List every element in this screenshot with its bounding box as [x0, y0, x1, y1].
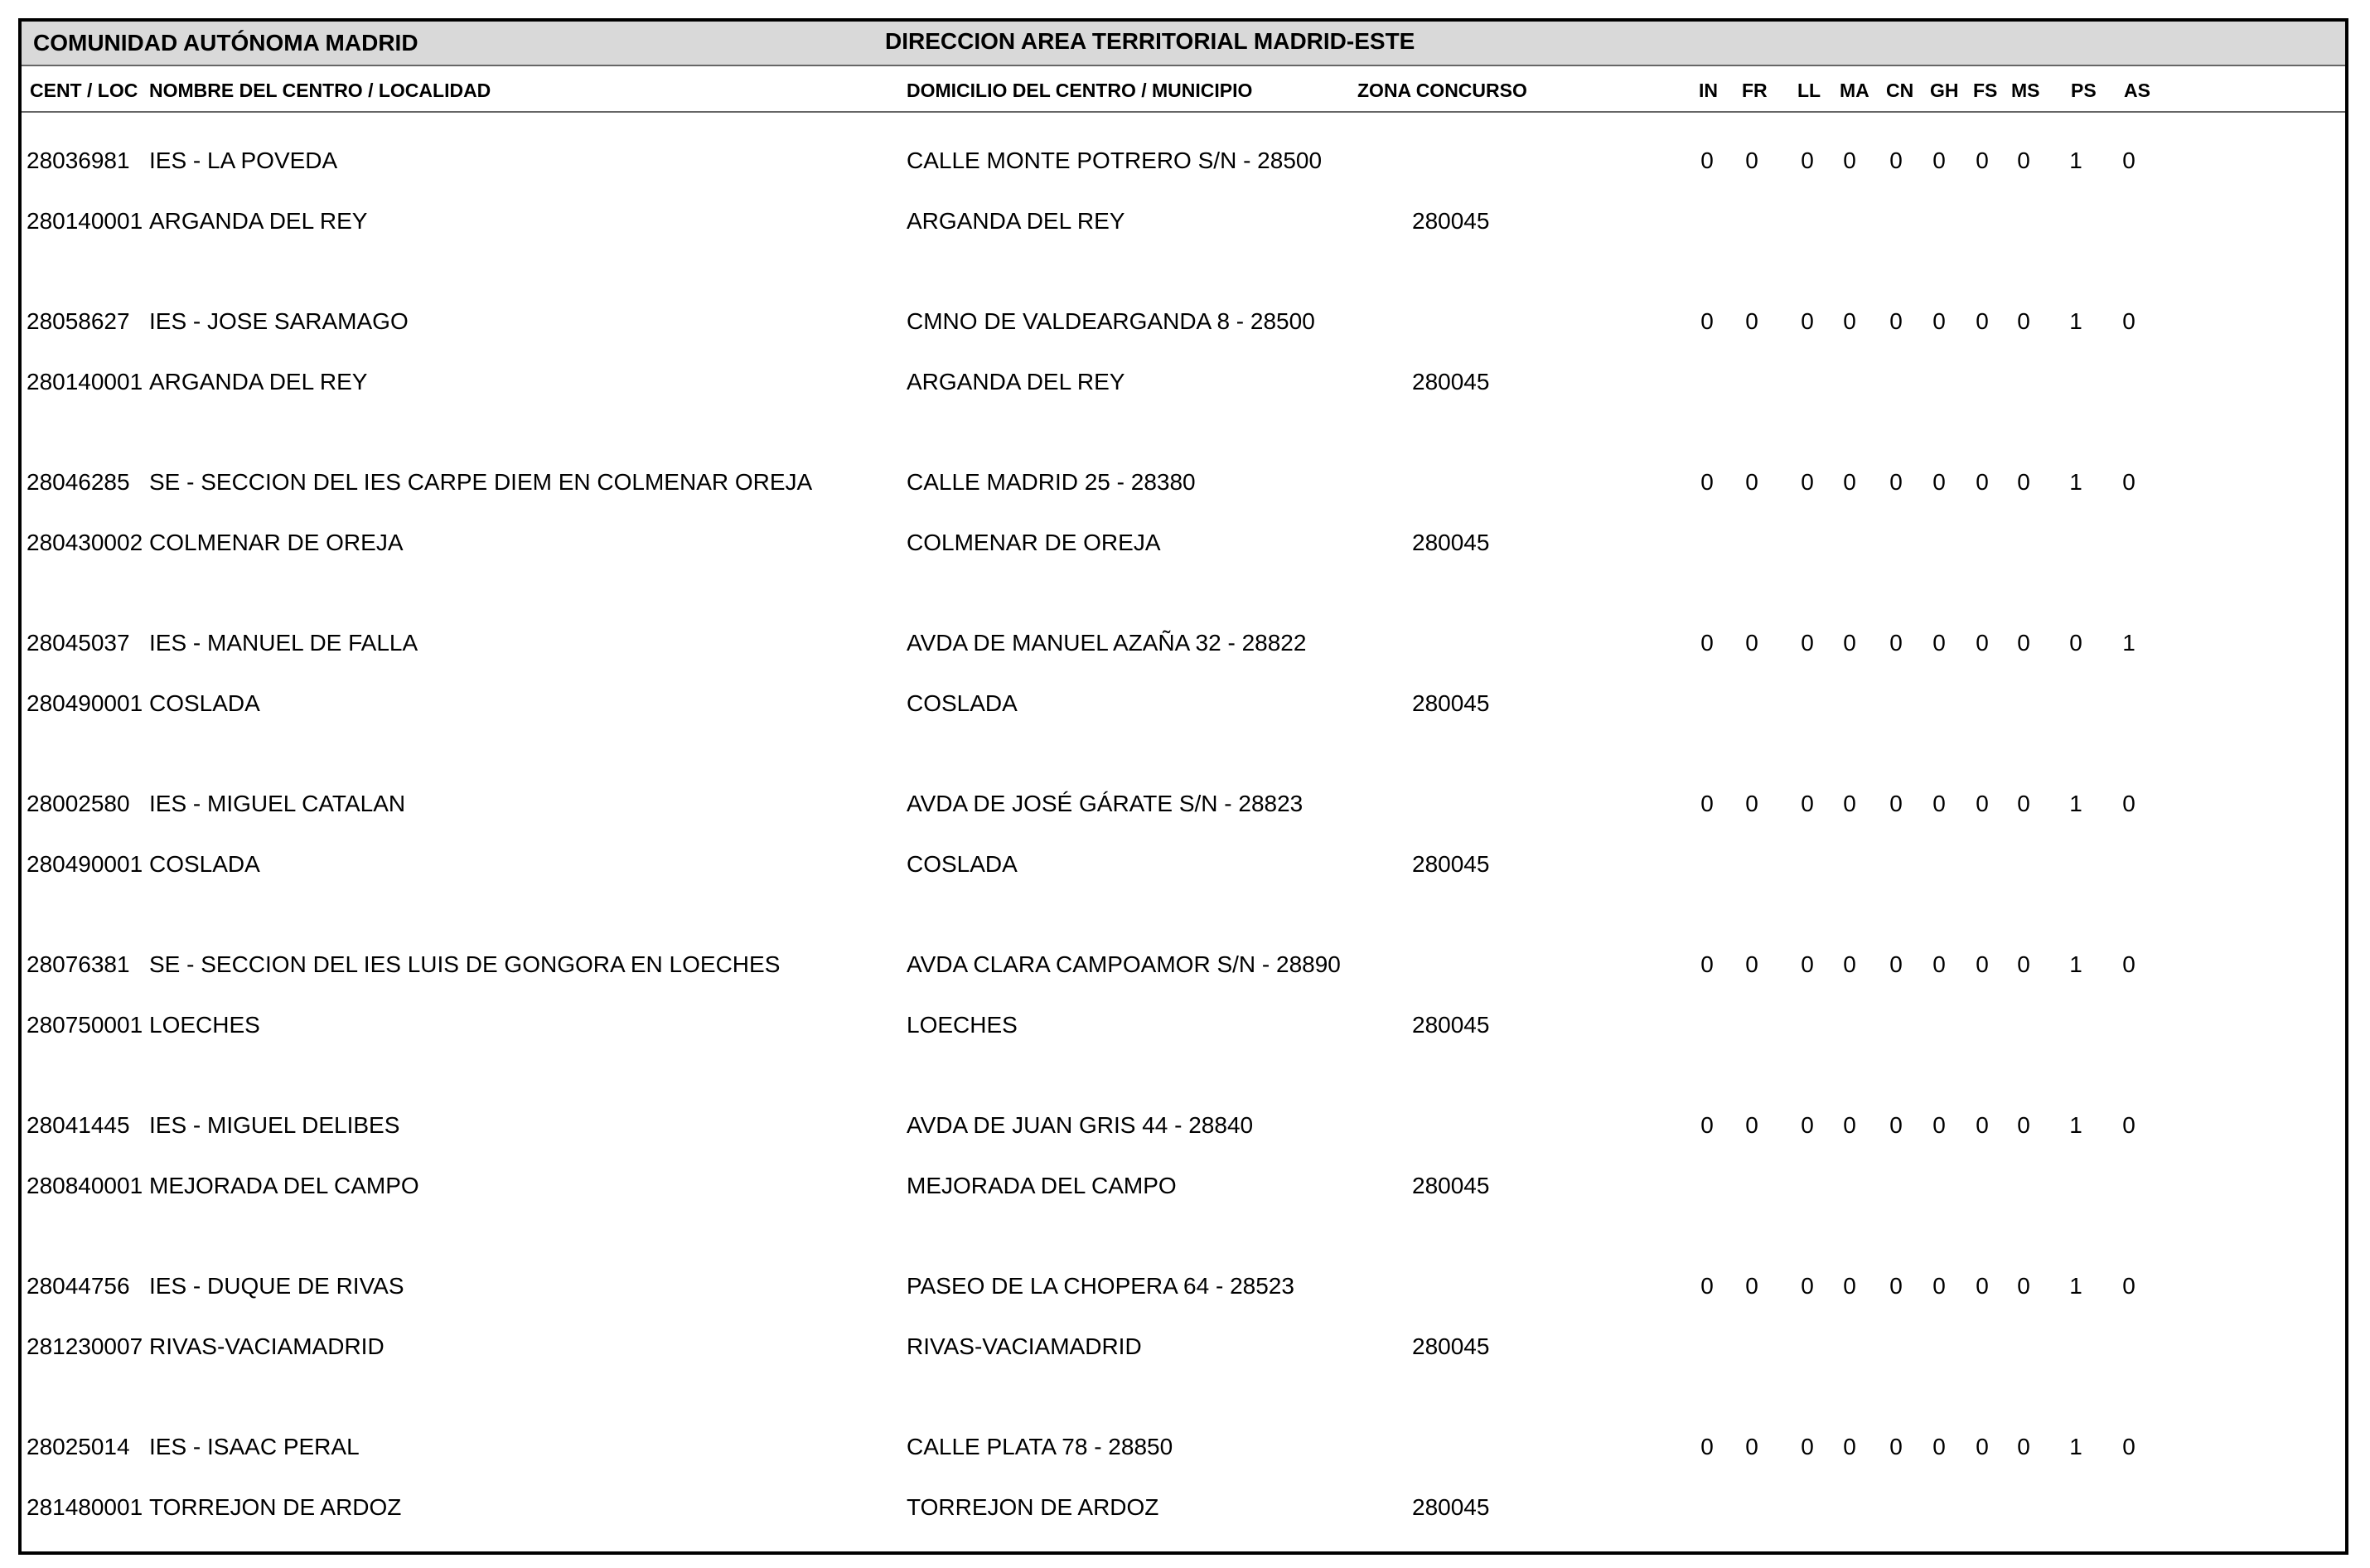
- value-ms: 0: [2017, 630, 2030, 656]
- col-cent-loc: CENT / LOC: [30, 80, 138, 101]
- centro-code: 28044756: [27, 1273, 130, 1299]
- zona-concurso: 280045: [1412, 530, 1490, 555]
- value-as: 0: [2122, 791, 2135, 816]
- value-ps: 1: [2069, 469, 2082, 495]
- value-ms: 0: [2017, 308, 2030, 334]
- centro-code: 28045037: [27, 630, 130, 656]
- column-header-row: [22, 66, 2345, 113]
- centro-name: IES - MIGUEL CATALAN: [149, 791, 406, 816]
- table-row: [22, 113, 2345, 273]
- centro-code: 28036981: [27, 148, 130, 173]
- table-row: [22, 595, 2345, 756]
- zona-concurso: 280045: [1412, 851, 1490, 877]
- value-ll: 0: [1801, 1273, 1814, 1299]
- centro-code: 28002580: [27, 791, 130, 816]
- centro-address: AVDA DE JUAN GRIS 44 - 28840: [907, 1112, 1254, 1138]
- zona-concurso: 280045: [1412, 1173, 1490, 1198]
- table-row: [22, 434, 2345, 595]
- localidad-code: 281230007: [27, 1333, 143, 1359]
- value-fr: 0: [1745, 148, 1758, 173]
- zona-concurso: 280045: [1412, 1494, 1490, 1520]
- col-domicilio: DOMICILIO DEL CENTRO / MUNICIPIO: [907, 80, 1253, 101]
- value-ll: 0: [1801, 1112, 1814, 1138]
- centro-name: IES - MANUEL DE FALLA: [149, 630, 418, 656]
- value-as: 0: [2122, 1273, 2135, 1299]
- value-fr: 0: [1745, 469, 1758, 495]
- value-ma: 0: [1843, 951, 1856, 977]
- localidad-code: 280750001: [27, 1012, 143, 1038]
- value-ms: 0: [2017, 791, 2030, 816]
- value-gh: 0: [1932, 308, 1946, 334]
- value-gh: 0: [1932, 951, 1946, 977]
- value-fr: 0: [1745, 1112, 1758, 1138]
- value-cn: 0: [1889, 1434, 1903, 1459]
- records-list: [22, 113, 2345, 1560]
- localidad-name: COSLADA: [149, 690, 260, 716]
- value-ps: 1: [2069, 1112, 2082, 1138]
- value-ma: 0: [1843, 1434, 1856, 1459]
- value-gh: 0: [1932, 1112, 1946, 1138]
- value-in: 0: [1700, 308, 1714, 334]
- centro-name: IES - JOSE SARAMAGO: [149, 308, 409, 334]
- value-ms: 0: [2017, 951, 2030, 977]
- zona-concurso: 280045: [1412, 690, 1490, 716]
- value-gh: 0: [1932, 469, 1946, 495]
- localidad-name: COSLADA: [149, 851, 260, 877]
- zona-concurso: 280045: [1412, 369, 1490, 394]
- localidad-code: 280490001: [27, 690, 143, 716]
- localidad-code: 280490001: [27, 851, 143, 877]
- value-gh: 0: [1932, 630, 1946, 656]
- centro-name: IES - DUQUE DE RIVAS: [149, 1273, 404, 1299]
- value-fs: 0: [1976, 308, 1989, 334]
- centro-address: CALLE MONTE POTRERO S/N - 28500: [907, 148, 1323, 173]
- value-ms: 0: [2017, 1434, 2030, 1459]
- localidad-name: ARGANDA DEL REY: [149, 369, 368, 394]
- value-fr: 0: [1745, 1434, 1758, 1459]
- municipio-name: MEJORADA DEL CAMPO: [907, 1173, 1177, 1198]
- value-ms: 0: [2017, 469, 2030, 495]
- value-ps: 1: [2069, 951, 2082, 977]
- value-cn: 0: [1889, 469, 1903, 495]
- value-ms: 0: [2017, 148, 2030, 173]
- municipio-name: COSLADA: [907, 851, 1018, 877]
- col-code-as: AS: [2124, 80, 2150, 101]
- municipio-name: ARGANDA DEL REY: [907, 369, 1125, 394]
- value-as: 0: [2122, 1112, 2135, 1138]
- value-in: 0: [1700, 1112, 1714, 1138]
- table-row: [22, 1399, 2345, 1560]
- centro-address: AVDA CLARA CAMPOAMOR S/N - 28890: [907, 951, 1341, 977]
- value-cn: 0: [1889, 791, 1903, 816]
- value-ms: 0: [2017, 1112, 2030, 1138]
- col-nombre: NOMBRE DEL CENTRO / LOCALIDAD: [149, 80, 491, 101]
- value-ma: 0: [1843, 308, 1856, 334]
- centro-name: IES - ISAAC PERAL: [149, 1434, 360, 1459]
- centro-address: PASEO DE LA CHOPERA 64 - 28523: [907, 1273, 1294, 1299]
- value-ma: 0: [1843, 1112, 1856, 1138]
- value-in: 0: [1700, 148, 1714, 173]
- value-in: 0: [1700, 791, 1714, 816]
- value-in: 0: [1700, 951, 1714, 977]
- col-zona: ZONA CONCURSO: [1357, 80, 1527, 101]
- value-as: 0: [2122, 1434, 2135, 1459]
- zona-concurso: 280045: [1412, 208, 1490, 234]
- localidad-code: 280140001: [27, 369, 143, 394]
- value-ll: 0: [1801, 1434, 1814, 1459]
- value-fs: 0: [1976, 630, 1989, 656]
- centro-code: 28058627: [27, 308, 130, 334]
- value-cn: 0: [1889, 630, 1903, 656]
- zona-concurso: 280045: [1412, 1333, 1490, 1359]
- value-fs: 0: [1976, 1112, 1989, 1138]
- centro-address: AVDA DE JOSÉ GÁRATE S/N - 28823: [907, 791, 1304, 816]
- title-bar: [22, 22, 2345, 66]
- localidad-name: TORREJON DE ARDOZ: [149, 1494, 402, 1520]
- value-gh: 0: [1932, 1434, 1946, 1459]
- municipio-name: COLMENAR DE OREJA: [907, 530, 1161, 555]
- municipio-name: COSLADA: [907, 690, 1018, 716]
- localidad-name: RIVAS-VACIAMADRID: [149, 1333, 385, 1359]
- table-row: [22, 273, 2345, 434]
- localidad-name: COLMENAR DE OREJA: [149, 530, 404, 555]
- col-code-fs: FS: [1973, 80, 1998, 101]
- col-code-ps: PS: [2071, 80, 2097, 101]
- localidad-name: MEJORADA DEL CAMPO: [149, 1173, 419, 1198]
- value-ll: 0: [1801, 791, 1814, 816]
- localidad-name: LOECHES: [149, 1012, 260, 1038]
- value-fs: 0: [1976, 148, 1989, 173]
- value-as: 0: [2122, 148, 2135, 173]
- localidad-code: 281480001: [27, 1494, 143, 1520]
- value-ps: 1: [2069, 308, 2082, 334]
- centro-code: 28025014: [27, 1434, 130, 1459]
- value-gh: 0: [1932, 1273, 1946, 1299]
- value-fs: 0: [1976, 1434, 1989, 1459]
- municipio-name: LOECHES: [907, 1012, 1018, 1038]
- value-ps: 1: [2069, 1434, 2082, 1459]
- value-ma: 0: [1843, 791, 1856, 816]
- centro-name: SE - SECCION DEL IES LUIS DE GONGORA EN LOECHES: [149, 951, 781, 977]
- col-code-fr: FR: [1742, 80, 1768, 101]
- centro-name: IES - LA POVEDA: [149, 148, 338, 173]
- value-ll: 0: [1801, 148, 1814, 173]
- value-fs: 0: [1976, 951, 1989, 977]
- col-code-cn: CN: [1886, 80, 1914, 101]
- value-cn: 0: [1889, 148, 1903, 173]
- value-ps: 1: [2069, 1273, 2082, 1299]
- value-ma: 0: [1843, 469, 1856, 495]
- localidad-code: 280840001: [27, 1173, 143, 1198]
- centro-code: 28041445: [27, 1112, 130, 1138]
- value-fr: 0: [1745, 1273, 1758, 1299]
- value-fr: 0: [1745, 951, 1758, 977]
- value-ma: 0: [1843, 148, 1856, 173]
- centro-address: CMNO DE VALDEARGANDA 8 - 28500: [907, 308, 1315, 334]
- value-ps: 0: [2069, 630, 2082, 656]
- value-as: 1: [2122, 630, 2135, 656]
- value-fr: 0: [1745, 308, 1758, 334]
- value-gh: 0: [1932, 148, 1946, 173]
- centro-name: IES - MIGUEL DELIBES: [149, 1112, 400, 1138]
- table-row: [22, 917, 2345, 1077]
- centro-code: 28046285: [27, 469, 130, 495]
- municipio-name: TORREJON DE ARDOZ: [907, 1494, 1159, 1520]
- value-gh: 0: [1932, 791, 1946, 816]
- value-as: 0: [2122, 951, 2135, 977]
- value-fr: 0: [1745, 630, 1758, 656]
- territorial-title: DIRECCION AREA TERRITORIAL MADRID-ESTE: [885, 28, 1415, 54]
- value-fs: 0: [1976, 469, 1989, 495]
- col-code-in: IN: [1699, 80, 1718, 101]
- localidad-code: 280140001: [27, 208, 143, 234]
- value-cn: 0: [1889, 308, 1903, 334]
- value-in: 0: [1700, 630, 1714, 656]
- localidad-name: ARGANDA DEL REY: [149, 208, 368, 234]
- municipio-name: ARGANDA DEL REY: [907, 208, 1125, 234]
- zona-concurso: 280045: [1412, 1012, 1490, 1038]
- col-code-ms: MS: [2011, 80, 2040, 101]
- localidad-code: 280430002: [27, 530, 143, 555]
- col-code-ma: MA: [1840, 80, 1869, 101]
- table-row: [22, 1077, 2345, 1238]
- value-fr: 0: [1745, 791, 1758, 816]
- value-ma: 0: [1843, 1273, 1856, 1299]
- col-code-ll: LL: [1797, 80, 1821, 101]
- value-fs: 0: [1976, 1273, 1989, 1299]
- value-as: 0: [2122, 308, 2135, 334]
- value-cn: 0: [1889, 951, 1903, 977]
- value-as: 0: [2122, 469, 2135, 495]
- value-ll: 0: [1801, 951, 1814, 977]
- value-ms: 0: [2017, 1273, 2030, 1299]
- value-ll: 0: [1801, 630, 1814, 656]
- municipio-name: RIVAS-VACIAMADRID: [907, 1333, 1142, 1359]
- value-ll: 0: [1801, 469, 1814, 495]
- centro-address: AVDA DE MANUEL AZAÑA 32 - 28822: [907, 630, 1307, 656]
- report-frame: [18, 18, 2348, 1555]
- table-row: [22, 756, 2345, 917]
- value-ma: 0: [1843, 630, 1856, 656]
- centro-code: 28076381: [27, 951, 130, 977]
- table-row: [22, 1238, 2345, 1399]
- col-code-gh: GH: [1930, 80, 1959, 101]
- region-title: COMUNIDAD AUTÓNOMA MADRID: [33, 30, 418, 56]
- value-ps: 1: [2069, 791, 2082, 816]
- value-in: 0: [1700, 1273, 1714, 1299]
- value-ps: 1: [2069, 148, 2082, 173]
- centro-name: SE - SECCION DEL IES CARPE DIEM EN COLMENAR OREJA: [149, 469, 813, 495]
- value-cn: 0: [1889, 1273, 1903, 1299]
- value-in: 0: [1700, 469, 1714, 495]
- centro-address: CALLE PLATA 78 - 28850: [907, 1434, 1173, 1459]
- value-fs: 0: [1976, 791, 1989, 816]
- value-in: 0: [1700, 1434, 1714, 1459]
- value-cn: 0: [1889, 1112, 1903, 1138]
- value-ll: 0: [1801, 308, 1814, 334]
- centro-address: CALLE MADRID 25 - 28380: [907, 469, 1196, 495]
